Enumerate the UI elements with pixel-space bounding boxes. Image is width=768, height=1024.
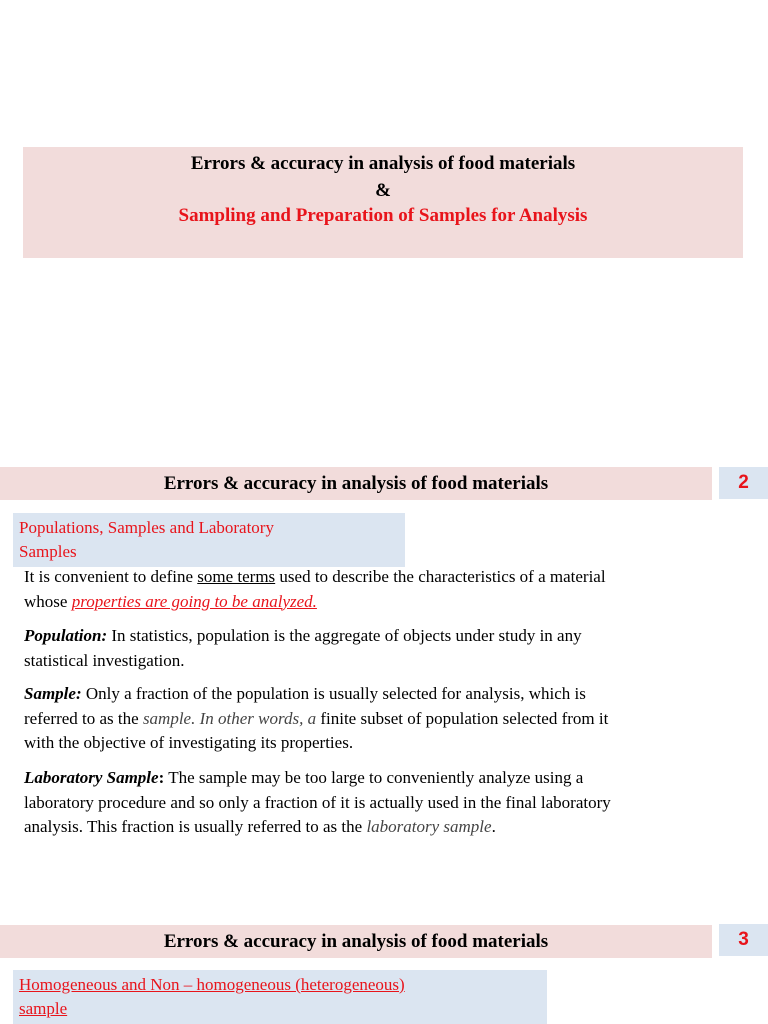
population-text-2: statistical investigation. (24, 650, 185, 670)
subheading-line-2: Samples (19, 542, 77, 561)
sample-text-2c: finite subset of population selected from it (316, 708, 609, 728)
lab-sample-text-3a: analysis. This fraction is usually referred to as the (24, 817, 367, 836)
lab-sample-text-2: laboratory procedure and so only a fraction of it is actually used in the final laboratory (24, 792, 611, 812)
lab-sample-colon: : (158, 768, 165, 787)
title-line-1: Errors & accuracy in analysis of food materials (190, 153, 576, 174)
population-paragraph (24, 624, 754, 673)
slide-2-subheading (13, 513, 405, 567)
slide-2-number: 2 (719, 467, 768, 499)
lab-sample-text-3b: laboratory sample (366, 817, 492, 836)
slide-3-number: 3 (719, 924, 768, 956)
intro-text-cont: used to describe the characteristics of a material (275, 567, 606, 586)
slide-3-subheading-line-2: sample (19, 999, 68, 1018)
intro-paragraph (24, 565, 754, 614)
intro-text: It is convenient to define (24, 567, 198, 586)
lab-sample-text-3c: . (491, 817, 496, 836)
title-ampersand: & (375, 180, 391, 201)
title-slide-box (23, 147, 743, 258)
sample-term: Sample: (24, 684, 82, 703)
sample-text-1: Only a fraction of the population is usually selected for analysis, which is (81, 684, 586, 703)
slide-3-header: Errors & accuracy in analysis of food materials (0, 925, 712, 958)
subheading-line-1: Populations, Samples and Laboratory (19, 518, 274, 537)
intro-underlined-terms: some terms (197, 567, 276, 586)
slide-2-header: Errors & accuracy in analysis of food materials (0, 467, 712, 500)
lab-sample-paragraph (24, 766, 754, 840)
sample-paragraph (24, 682, 754, 756)
title-line-2: Sampling and Preparation of Samples for Analysis (178, 205, 588, 226)
slide-3-subheading (13, 970, 547, 1024)
sample-text-3: with the objective of investigating its properties. (24, 733, 354, 752)
sample-text-2b: sample. In other words, a (142, 708, 317, 728)
slide-3-subheading-line-1: Homogeneous and Non – homogeneous (heterogeneous) (19, 975, 405, 994)
lab-sample-term: Laboratory Sample (24, 768, 159, 787)
population-text-1: In statistics, population is the aggregate of objects under study in any (107, 626, 582, 645)
intro-highlight: properties are going to be analyzed. (71, 591, 317, 611)
lab-sample-text-1: The sample may be too large to conveniently analyze using a (164, 768, 584, 787)
intro-text-2: whose (24, 591, 72, 611)
sample-text-2a: referred to as the (24, 708, 143, 728)
population-term: Population: (24, 626, 108, 645)
